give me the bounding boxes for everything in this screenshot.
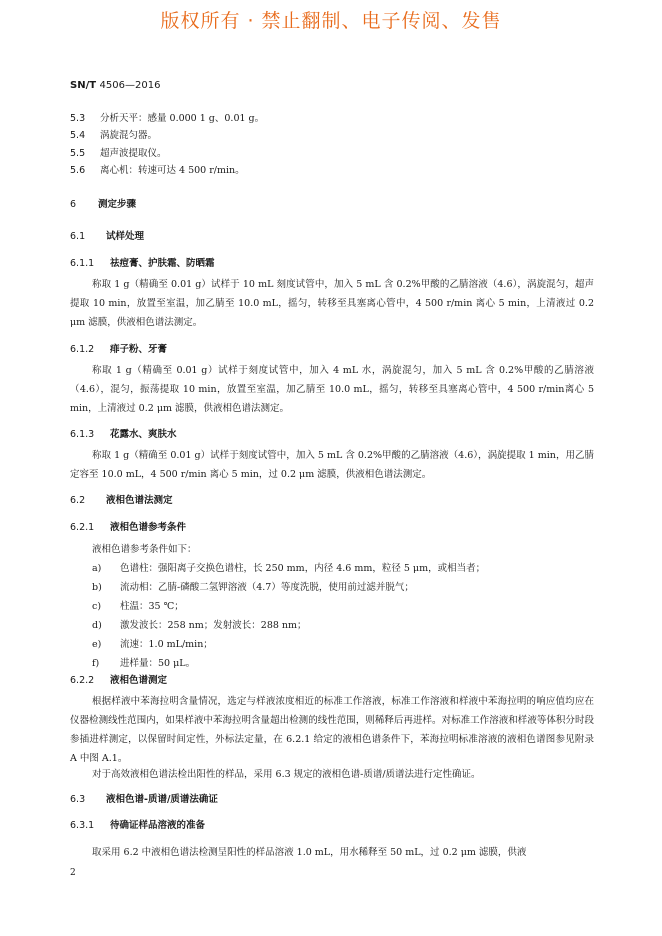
list-item <box>92 559 485 578</box>
list-text: 流动相：乙腈-磷酸二氢钾溶液（4.7）等度洗脱，使用前过滤并脱气； <box>120 582 414 593</box>
section-title: 花露水、爽肤水 <box>110 429 177 440</box>
item-number: 5.3 <box>70 113 86 124</box>
section-heading <box>70 228 144 242</box>
item-number: 5.4 <box>70 130 86 141</box>
list-item <box>92 635 485 654</box>
standard-code <box>70 80 160 91</box>
item-text: 离心机：转速可达 4 500 r/min。 <box>100 165 245 176</box>
list-label: f) <box>92 658 100 669</box>
section-title: 痱子粉、牙膏 <box>110 344 168 355</box>
section-number: 6.1.1 <box>70 258 95 269</box>
body-paragraph: 称取 1 g（精确至 0.01 g）试样于刻度试管中，加入 5 mL 含 0.2%甲酸的乙腈溶液（4.6），涡旋提取 1 min，用乙腈定容至 10.0 mL，4 500 r/min 离心 5 min，过 0.2 μm 滤膜，供液相色谱法测定。 <box>70 450 594 480</box>
section-heading <box>70 426 177 440</box>
section-heading <box>70 791 218 805</box>
section-heading <box>70 519 186 533</box>
section-heading <box>70 817 205 831</box>
copyright-watermark: 版权所有 · 禁止翻制、电子传阅、发售 <box>160 10 502 32</box>
section-number: 6.2 <box>70 495 86 506</box>
list-label: e) <box>92 639 102 650</box>
standard-number: 4506—2016 <box>99 80 161 91</box>
list-item <box>92 616 485 635</box>
list-item <box>92 654 485 673</box>
section-title: 液相色谱-质谱/质谱法确证 <box>106 794 218 805</box>
section-number: 6.1.3 <box>70 429 95 440</box>
equipment-item <box>70 110 264 124</box>
list-label: d) <box>92 620 102 631</box>
section-number: 6.1 <box>70 231 86 242</box>
body-paragraph: 称取 1 g（精确至 0.01 g）试样于 10 mL 刻度试管中，加入 5 mL 含 0.2%甲酸的乙腈溶液（4.6），涡旋混匀，超声提取 10 min，放置至室温，加乙腈至 10.0 mL，摇匀，转移至具塞离心管中，4 500 r/min 离心 5 min，上清液过 0.2 μm 滤膜，供液相色谱法测定。 <box>70 279 594 328</box>
section-title: 液相色谱参考条件 <box>110 522 187 533</box>
item-number: 5.6 <box>70 165 86 176</box>
section-number: 6.2.2 <box>70 675 95 686</box>
list-label: c) <box>92 601 102 612</box>
section-title: 试样处理 <box>106 231 145 242</box>
section-number: 6.3.1 <box>70 820 95 831</box>
item-text: 涡旋混匀器。 <box>100 130 158 141</box>
section-title: 液相色谱法测定 <box>106 495 173 506</box>
list-text: 流速：1.0 mL/min； <box>120 639 213 650</box>
section-heading <box>70 196 136 210</box>
list-label: a) <box>92 563 102 574</box>
list-label: b) <box>92 582 102 593</box>
section-heading <box>70 341 167 355</box>
equipment-item <box>70 145 167 159</box>
list-text: 进样量：50 μL。 <box>120 658 196 669</box>
section-title: 待确证样品溶液的准备 <box>110 820 206 831</box>
section-title: 测定步骤 <box>98 199 137 210</box>
list-intro: 液相色谱参考条件如下： <box>92 544 197 555</box>
list-item <box>92 578 485 597</box>
standard-prefix: SN/T <box>70 80 97 91</box>
list-text: 激发波长：258 nm；发射波长：288 nm； <box>120 620 307 631</box>
section-number: 6.2.1 <box>70 522 95 533</box>
body-paragraph: 取采用 6.2 中液相色谱法检测呈阳性的样品溶液 1.0 mL，用水稀释至 50 mL，过 0.2 μm 滤膜，供液 <box>92 847 527 858</box>
equipment-item <box>70 127 157 141</box>
equipment-item <box>70 162 245 176</box>
body-paragraph: 根据样液中苯海拉明含量情况，选定与样液浓度相近的标准工作溶液，标准工作溶液和样液中苯海拉明的响应值均应在仪器检测线性范围内，如果样液中苯海拉明含量超出检测的线性范围，则稀释后再进样。对标准工作溶液和样液等体积分时段参插进样测定，以保留时间定性，外标法定量，在 6.2.1 给定的液相色谱条件下，苯海拉明标准溶液的液相色谱图参见附录 A 中图 A.1。 <box>70 696 594 764</box>
section-title: 祛痘膏、护肤霜、防晒霜 <box>110 258 215 269</box>
body-paragraph: 对于高效液相色谱法检出阳性的样品，采用 6.3 规定的液相色谱-质谱/质谱法进行定性确证。 <box>92 769 481 780</box>
section-heading <box>70 672 167 686</box>
section-heading <box>70 492 173 506</box>
item-number: 5.5 <box>70 148 86 159</box>
list-text: 色谱柱：强阳离子交换色谱柱，长 250 mm，内径 4.6 mm，粒径 5 μm，或相当者； <box>120 563 486 574</box>
section-number: 6 <box>70 199 77 210</box>
section-number: 6.1.2 <box>70 344 95 355</box>
section-number: 6.3 <box>70 794 86 805</box>
page-number: 2 <box>70 868 76 878</box>
condition-list <box>92 559 485 673</box>
item-text: 超声波提取仪。 <box>100 148 167 159</box>
body-paragraph: 称取 1 g（精确至 0.01 g）试样于刻度试管中，加入 4 mL 水，涡旋混匀，加入 5 mL 含 0.2%甲酸的乙腈溶液（4.6），混匀，振荡提取 10 min，放置至室温，加乙腈至 10.0 mL，摇匀，转移至具塞离心管中，4 500 r/min离心 5 min，上清液过 0.2 μm 滤膜，供液相色谱法测定。 <box>70 365 594 414</box>
list-text: 柱温：35 ℃； <box>120 601 184 612</box>
item-text: 分析天平：感量 0.000 1 g、0.01 g。 <box>100 113 265 124</box>
section-title: 液相色谱测定 <box>110 675 168 686</box>
list-item <box>92 597 485 616</box>
section-heading <box>70 255 215 269</box>
